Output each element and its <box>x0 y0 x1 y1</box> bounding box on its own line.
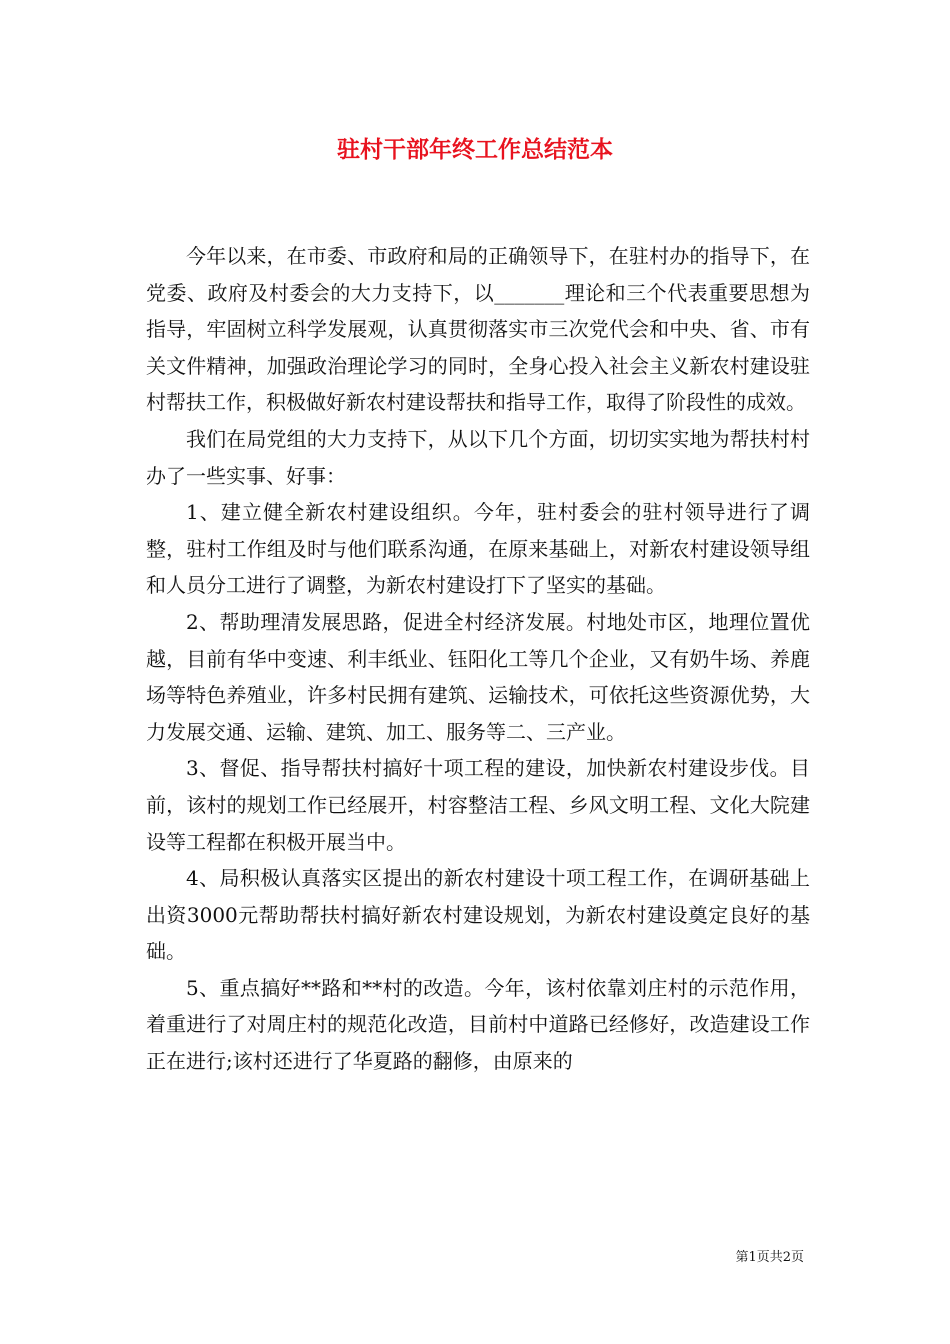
page-number: 第1页共2页 <box>735 1250 804 1265</box>
paragraph-item-5: 5、重点搞好**路和**村的改造。今年，该村依靠刘庄村的示范作用，着重进行了对周庄村的规范化改造，目前村中道路已经修好，改造建设工作正在进行;该村还进行了华夏路的翻修，由原来的 <box>146 975 810 1074</box>
paragraph-item-3: 3、督促、指导帮扶村搞好十项工程的建设，加快新农村建设步伐。目前，该村的规划工作已经展开，村容整洁工程、乡风文明工程、文化大院建设等工程都在积极开展当中。 <box>146 756 810 854</box>
document-body <box>146 238 810 1080</box>
paragraph-item-4: 4、局积极认真落实区提出的新农村建设十项工程工作，在调研基础上出资3000元帮助帮扶村搞好新农村建设规划，为新农村建设奠定良好的基础。 <box>146 866 810 964</box>
paragraph-item-2: 2、帮助理清发展思路，促进全村经济发展。村地处市区，地理位置优越，目前有华中变速、利丰纸业、钰阳化工等几个企业，又有奶牛场、养鹿场等特色养殖业，许多村民拥有建筑、运输技术，可依托这些资源优势，大力发展交通、运输、建筑、加工、服务等二、三产业。 <box>146 609 810 744</box>
page-title: 驻村干部年终工作总结范本 <box>337 136 613 163</box>
paragraph-intro: 今年以来，在市委、市政府和局的正确领导下，在驻村办的指导下，在党委、政府及村委会的大力支持下，以_______理论和三个代表重要思想为指导，牢固树立科学发展观，认真贯彻落实市三次党代会和中央、省、市有关文件精神，加强政治理论学习的同时，全身心投入社会主义新农村建设驻村帮扶工作，积极做好新农村建设帮扶和指导工作，取得了阶段性的成效。 <box>146 244 810 415</box>
paragraph-item-1: 1、建立健全新农村建设组织。今年，驻村委会的驻村领导进行了调整，驻村工作组及时与他们联系沟通，在原来基础上，对新农村建设领导组和人员分工进行了调整，为新农村建设打下了坚实的基础。 <box>146 500 810 598</box>
paragraph-overview: 我们在局党组的大力支持下，从以下几个方面，切切实实地为帮扶村村办了一些实事、好事： <box>146 426 810 488</box>
